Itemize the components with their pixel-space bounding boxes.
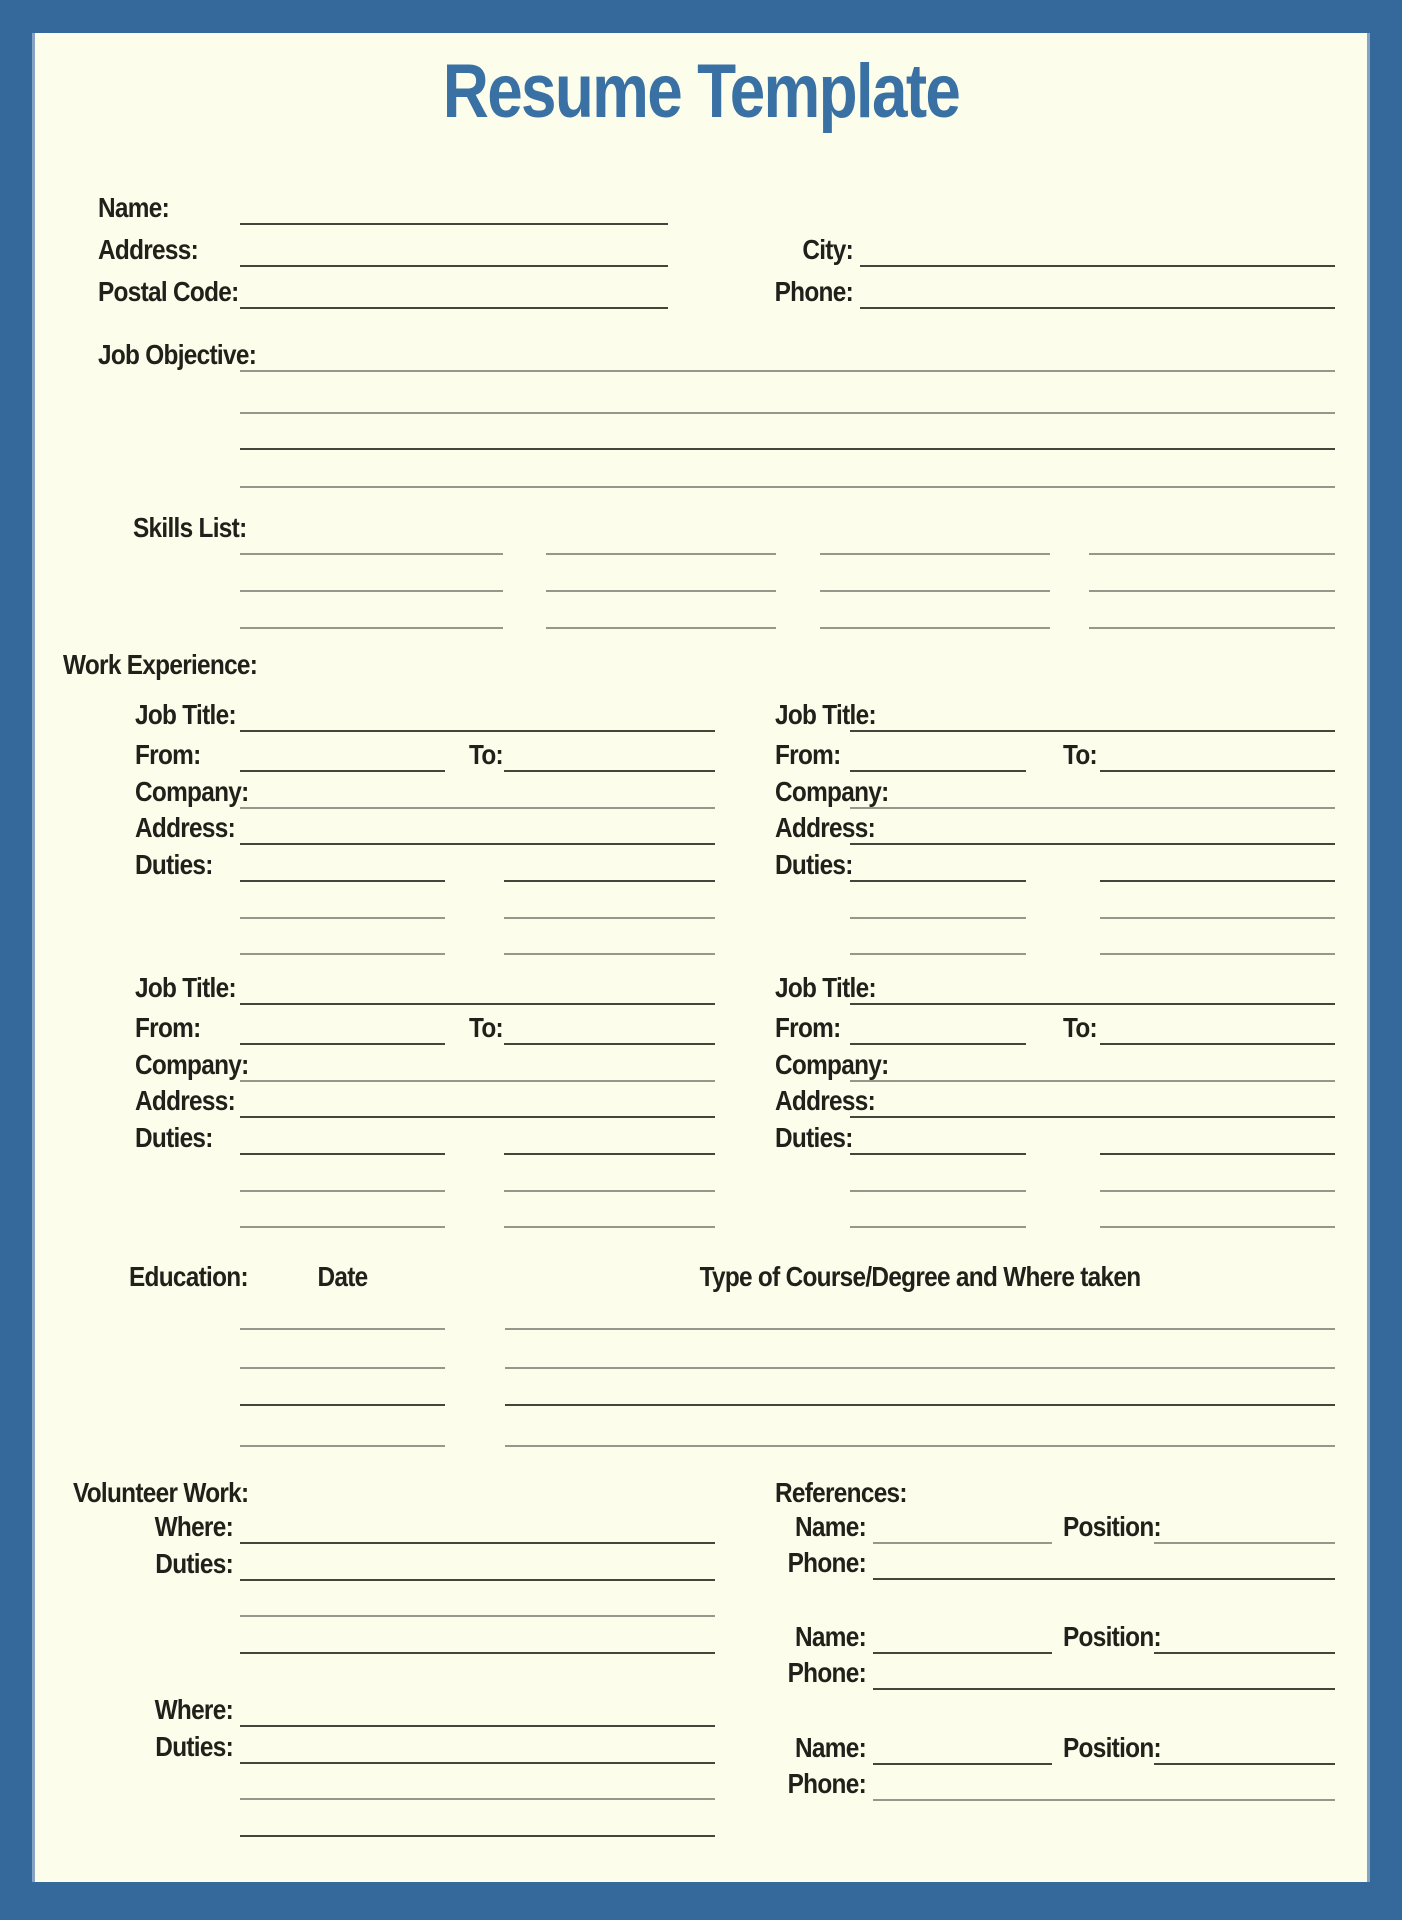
to-line[interactable] (1100, 770, 1335, 772)
education-date-line[interactable] (240, 1404, 445, 1406)
duty-line[interactable] (1100, 1190, 1335, 1192)
position-label: Position: (1063, 1621, 1161, 1652)
education-course-line[interactable] (505, 1404, 1335, 1406)
name-label: Name: (795, 1511, 866, 1542)
duty-line[interactable] (850, 880, 1026, 882)
company-label: Company: (775, 776, 889, 807)
duty-line[interactable] (1100, 953, 1335, 955)
postal-code-field-line[interactable] (240, 307, 668, 309)
address-label: Address: (98, 234, 199, 265)
job-objective-line[interactable] (240, 370, 1335, 372)
job-title-label: Job Title: (775, 699, 876, 730)
position-line[interactable] (1154, 1542, 1335, 1544)
job-objective-label: Job Objective: (98, 339, 257, 370)
skill-line[interactable] (820, 590, 1050, 592)
education-date-line[interactable] (240, 1445, 445, 1447)
duty-line[interactable] (850, 1153, 1026, 1155)
skill-line[interactable] (240, 553, 503, 555)
duties-line[interactable] (240, 1579, 715, 1581)
position-line[interactable] (1154, 1763, 1335, 1765)
name-field-line[interactable] (240, 223, 668, 225)
to-label: To: (469, 1012, 503, 1043)
to-label: To: (469, 739, 503, 770)
company-line[interactable] (850, 1080, 1335, 1082)
skill-line[interactable] (1089, 553, 1335, 555)
where-line[interactable] (240, 1542, 715, 1544)
phone-line[interactable] (873, 1578, 1335, 1580)
duties-label: Duties: (155, 1731, 233, 1762)
skill-line[interactable] (546, 590, 776, 592)
phone-label: Phone: (787, 1768, 866, 1799)
duties-label: Duties: (775, 849, 853, 880)
education-course-line[interactable] (505, 1445, 1335, 1447)
work-experience-label: Work Experience: (63, 649, 258, 680)
skill-line[interactable] (1089, 627, 1335, 629)
name-label: Name: (795, 1621, 866, 1652)
phone-label: Phone: (787, 1547, 866, 1578)
address-label: Address: (775, 812, 876, 843)
where-label: Where: (154, 1694, 233, 1725)
duties-line[interactable] (240, 1798, 715, 1800)
duties-line[interactable] (240, 1615, 715, 1617)
from-line[interactable] (850, 770, 1026, 772)
phone-label: Phone: (787, 1657, 866, 1688)
job-block (0, 700, 1402, 962)
job-title-label: Job Title: (775, 972, 876, 1003)
duties-line[interactable] (240, 1652, 715, 1654)
position-label: Position: (1063, 1511, 1161, 1542)
duty-line[interactable] (1100, 880, 1335, 882)
from-label: From: (135, 739, 201, 770)
references-label: References: (775, 1477, 907, 1508)
to-label: To: (1063, 1012, 1097, 1043)
company-label: Company: (135, 1049, 249, 1080)
education-date-line[interactable] (240, 1328, 445, 1330)
job-title-line[interactable] (850, 730, 1335, 732)
duties-label: Duties: (135, 1122, 213, 1153)
education-date-header: Date (317, 1261, 368, 1292)
where-line[interactable] (240, 1725, 715, 1727)
city-field-line[interactable] (860, 265, 1335, 267)
company-label: Company: (775, 1049, 889, 1080)
education-date-line[interactable] (240, 1367, 445, 1369)
job-title-label: Job Title: (135, 699, 236, 730)
job-objective-line[interactable] (240, 448, 1335, 450)
from-label: From: (775, 739, 841, 770)
duty-line[interactable] (850, 1226, 1026, 1228)
address-label: Address: (775, 1085, 876, 1116)
job-title-line[interactable] (850, 1003, 1335, 1005)
duties-label: Duties: (155, 1548, 233, 1579)
job-objective-line[interactable] (240, 486, 1335, 488)
job-title-label: Job Title: (135, 972, 236, 1003)
skill-line[interactable] (240, 627, 503, 629)
skill-line[interactable] (820, 627, 1050, 629)
duties-line[interactable] (240, 1835, 715, 1837)
job-objective-line[interactable] (240, 412, 1335, 414)
address-line[interactable] (850, 843, 1335, 845)
address-line[interactable] (850, 1116, 1335, 1118)
to-line[interactable] (1100, 1043, 1335, 1045)
duty-line[interactable] (850, 1190, 1026, 1192)
skill-line[interactable] (546, 627, 776, 629)
position-label: Position: (1063, 1732, 1161, 1763)
from-label: From: (135, 1012, 201, 1043)
volunteer-work-label: Volunteer Work: (73, 1477, 249, 1508)
where-label: Where: (154, 1511, 233, 1542)
address-field-line[interactable] (240, 265, 668, 267)
name-label: Name: (98, 192, 169, 223)
skill-line[interactable] (1089, 590, 1335, 592)
phone-label: Phone: (774, 276, 853, 307)
duty-line[interactable] (850, 917, 1026, 919)
education-course-header: Type of Course/Degree and Where taken (699, 1261, 1141, 1292)
company-line[interactable] (850, 807, 1335, 809)
address-label: Address: (135, 1085, 236, 1116)
city-label: City: (802, 234, 853, 265)
duties-label: Duties: (135, 849, 213, 880)
address-label: Address: (135, 812, 236, 843)
name-line[interactable] (873, 1652, 1052, 1654)
education-label: Education: (129, 1261, 248, 1292)
skills-list-label: Skills List: (133, 512, 247, 543)
education-course-line[interactable] (505, 1367, 1335, 1369)
phone-line[interactable] (873, 1799, 1335, 1801)
company-label: Company: (135, 776, 249, 807)
education-course-line[interactable] (505, 1328, 1335, 1330)
position-line[interactable] (1154, 1652, 1335, 1654)
name-line[interactable] (873, 1763, 1052, 1765)
phone-field-line[interactable] (860, 307, 1335, 309)
duty-line[interactable] (1100, 1153, 1335, 1155)
job-block (0, 973, 1402, 1235)
page-title: Resume Template (442, 49, 960, 134)
name-label: Name: (795, 1732, 866, 1763)
phone-line[interactable] (873, 1688, 1335, 1690)
skill-line[interactable] (546, 553, 776, 555)
name-line[interactable] (873, 1542, 1052, 1544)
duty-line[interactable] (1100, 917, 1335, 919)
to-label: To: (1063, 739, 1097, 770)
from-label: From: (775, 1012, 841, 1043)
from-line[interactable] (850, 1043, 1026, 1045)
duty-line[interactable] (850, 953, 1026, 955)
postal-code-label: Postal Code: (98, 276, 239, 307)
skill-line[interactable] (240, 590, 503, 592)
skill-line[interactable] (820, 553, 1050, 555)
duties-label: Duties: (775, 1122, 853, 1153)
duties-line[interactable] (240, 1762, 715, 1764)
duty-line[interactable] (1100, 1226, 1335, 1228)
